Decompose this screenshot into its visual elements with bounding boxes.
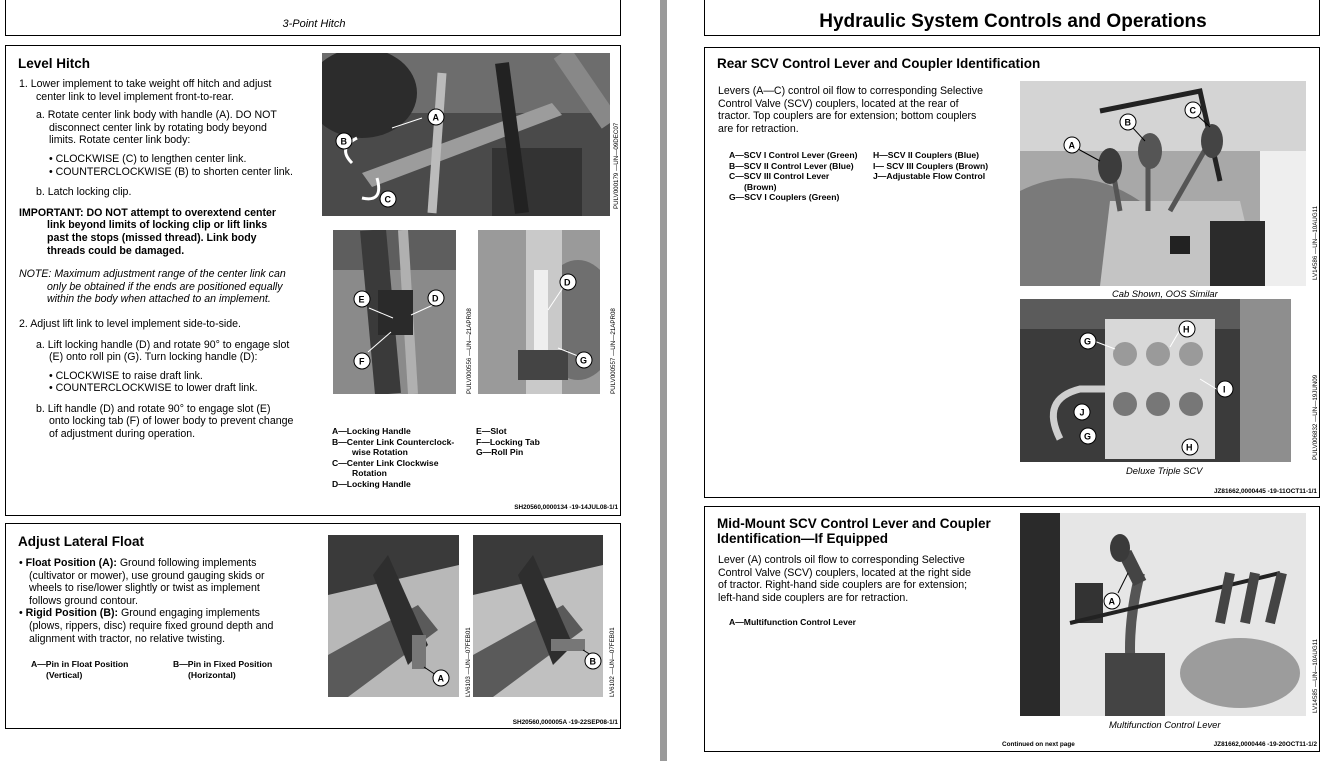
right-header-box [704, 0, 1320, 36]
legend-scv1-lever: A—SCV I Control Lever (Green) [729, 150, 858, 160]
level-hitch-legend-right [476, 426, 540, 458]
level-hitch-title: Level Hitch [18, 56, 91, 71]
mid-scv-body [718, 554, 1018, 604]
step-2b-3: of adjustment during operation. [49, 428, 196, 441]
callout-g-bottom-label: G [1084, 431, 1092, 442]
float-bullet-1: • Float Position (A): Ground following implements [19, 557, 257, 569]
mid-scv-legend: A—Multifunction Control Lever [729, 617, 856, 627]
lateral-float-section [5, 523, 621, 729]
lateral-float-body [19, 557, 319, 645]
step-2b-2: onto locking tab (F) of lower body to prevent change [49, 415, 294, 428]
callout-c-label: C [384, 194, 391, 205]
mid-scv-p2: Control Valve (SCV) couplers, located at the right side [718, 566, 971, 579]
callout-c-scv-label: C [1189, 105, 1196, 116]
lift-link-photo-1-code: PULV000556 —UN—21APR08 [466, 308, 473, 394]
important-3: past the stops (missed thread). Link body [47, 231, 257, 244]
step-1a-2: disconnect center link by rotating body beyond [49, 121, 267, 134]
continued-note: Continued on next page [1002, 741, 1075, 748]
callout-h-bottom-label: H [1186, 442, 1193, 453]
bullet-clockwise: • CLOCKWISE (C) to lengthen center link. [49, 152, 247, 165]
right-page [667, 0, 1330, 761]
float-bullet-1-4: follows ground contour. [29, 594, 138, 607]
legend-f: F—Locking Tab [476, 436, 540, 447]
center-link-photo [322, 53, 610, 216]
legend-flow-control: J—Adjustable Flow Control [873, 171, 986, 181]
legend-c: C—Center Link Clockwise [332, 457, 439, 468]
legend-scv1-couplers: G—SCV I Couplers (Green) [729, 192, 840, 202]
scv-couplers-caption: Deluxe Triple SCV [1126, 465, 1203, 476]
callout-d-1-label: D [432, 293, 439, 304]
lift-link-photo-1 [333, 230, 456, 394]
page-gutter [660, 0, 667, 761]
note-1: NOTE: Maximum adjustment range of the center link can [19, 268, 286, 281]
float-legend-a [31, 659, 128, 680]
fixed-pin-photo [473, 535, 603, 697]
note-2: only be obtained if the ends are positioned equally [47, 280, 283, 293]
float-bullet-2-3: alignment with tractor, no relative twisting. [29, 632, 226, 645]
legend-a: A—Locking Handle [332, 426, 411, 436]
legend-b: B—Center Link Counterclock- [332, 436, 455, 447]
mid-scv-title-1: Mid-Mount SCV Control Lever and Coupler [717, 516, 991, 531]
float-pin-photo [328, 535, 459, 697]
rigid-position-label: Rigid Position (B): [25, 607, 119, 620]
lateral-float-title: Adjust Lateral Float [18, 534, 145, 549]
legend-e: E—Slot [476, 426, 507, 436]
left-header-box [5, 0, 621, 36]
mid-scv-title [717, 516, 991, 546]
mid-scv-p3: of tractor. Right-hand side couplers are for extension; [718, 579, 968, 592]
callout-d-2-label: D [564, 277, 571, 288]
important-2: link beyond limits of locking clip or lift links [47, 219, 268, 232]
multifunction-lever-photo [1020, 513, 1306, 716]
float-position-label: Float Position (A): [25, 557, 117, 569]
callout-b-label: B [340, 136, 347, 147]
step-1b: b. Latch locking clip. [36, 186, 132, 199]
callout-b-float-label: B [589, 656, 596, 667]
legend-d: D—Locking Handle [332, 478, 411, 489]
level-hitch-section [5, 45, 621, 516]
float-bullet-2: • Rigid Position (B): Ground engaging implements [19, 607, 260, 620]
float-pin-photo-code: LV6103 —UN—07FEB01 [465, 627, 472, 697]
lateral-float-footer: SH20560,000005A -19-22SEP08-1/1 [512, 719, 618, 726]
step-1a-3: limits. Rotate center link body: [49, 134, 191, 147]
multifunction-lever-caption: Multifunction Control Lever [1109, 719, 1221, 730]
important-1: IMPORTANT: DO NOT attempt to overextend center [19, 206, 277, 219]
callout-a-label: A [432, 112, 439, 123]
legend-c-cont: Rotation [352, 468, 387, 478]
float-legend-b-2: (Horizontal) [188, 669, 236, 680]
legend-scv3-couplers: I— SCV III Couplers (Brown) [873, 160, 989, 171]
callout-b-scv-label: B [1124, 117, 1131, 128]
callout-g-1-label: G [580, 355, 588, 366]
scv-couplers-photo-code: PULV006832 —UN—19JUN09 [1312, 374, 1319, 460]
level-hitch-body [19, 78, 319, 441]
scv-levers-photo-code: LV14586 —UN—10AUG11 [1312, 205, 1319, 280]
bullet-counterclockwise: • COUNTERCLOCKWISE (B) to shorten center link. [49, 165, 293, 178]
rear-scv-body [718, 85, 1018, 135]
legend-scv2-couplers: H—SCV II Couplers (Blue) [873, 150, 979, 160]
float-legend-a-1: A—Pin in Float Position [31, 659, 129, 669]
callout-h-top-label: H [1183, 324, 1190, 335]
step-1a-1: a. Rotate center link body with handle (A). DO NOT [36, 109, 277, 122]
mid-scv-p1: Lever (A) controls oil flow to corresponding Selective [718, 554, 965, 566]
rear-scv-title: Rear SCV Control Lever and Coupler Identification [717, 56, 1041, 71]
mid-scv-footer: JZ81662,0000446 -19-20OCT11-1/2 [1213, 741, 1317, 748]
legend-scv3-lever-cont: (Brown) [744, 181, 777, 192]
note-3: within the body when attached to an implement. [47, 293, 271, 306]
level-hitch-footer: SH20560,0000134 -19-14JUL08-1/1 [514, 504, 618, 511]
rear-scv-legend-left [729, 150, 857, 203]
callout-g-top-label: G [1084, 336, 1092, 347]
scv-levers-caption: Cab Shown, OOS Similar [1112, 288, 1218, 299]
callout-i-label: I [1223, 384, 1226, 395]
rear-scv-footer: JZ81662,0000445 -19-11OCT11-1/1 [1213, 488, 1317, 495]
step-2b-1: b. Lift handle (D) and rotate 90° to engage slot (E) [36, 402, 271, 415]
float-legend-b [173, 659, 272, 680]
step-1: 1. Lower implement to take weight off hitch and adjust [19, 78, 272, 90]
step-2a-1: a. Lift locking handle (D) and rotate 90° to engage slot [36, 338, 290, 351]
float-bullet-1-3: wheels to rise/lower slightly or twist as implement [29, 582, 260, 595]
left-page-header: 3-Point Hitch [282, 18, 346, 30]
float-legend-b-1: B—Pin in Fixed Position [173, 659, 273, 669]
step-2a-2: (E) onto roll pin (G). Turn locking handle (D): [49, 351, 258, 364]
callout-a-scv-label: A [1068, 140, 1075, 151]
bullet-raise: • CLOCKWISE to raise draft link. [49, 369, 203, 382]
rear-scv-p3: tractor. Top couplers are for extension; bottom couplers [718, 110, 977, 123]
callout-a-mid-label: A [1108, 596, 1115, 607]
callout-a-float-label: A [437, 673, 444, 684]
float-legend-a-2: (Vertical) [46, 669, 83, 680]
center-link-photo-code: PULV000179 —UN—09DEC07 [613, 122, 620, 209]
legend-g: G—Roll Pin [476, 447, 524, 457]
mid-scv-title-2: Identification—If Equipped [717, 531, 888, 546]
step-1-cont: center link to level implement front-to-rear. [36, 90, 234, 103]
lift-link-photo-2 [478, 230, 600, 394]
fixed-pin-photo-code: LV6102 —UN—07FEB01 [609, 627, 616, 697]
callout-j-label: J [1079, 407, 1085, 418]
rear-scv-p1: Levers (A—C) control oil flow to corresponding Selective [718, 85, 983, 97]
multifunction-lever-photo-code: LV14585 —UN—10AUG11 [1312, 638, 1319, 713]
rear-scv-legend-right [873, 150, 988, 182]
float-bullet-2-2: (plows, rippers, disc) require fixed ground depth and [29, 619, 274, 632]
level-hitch-legend-left [332, 426, 454, 489]
float-position-text: Ground following implements [116, 557, 257, 569]
left-page [0, 0, 660, 761]
rear-scv-p4: are for retraction. [718, 122, 799, 135]
rear-scv-p2: Control Valve (SCV) couplers, located at the rear of [718, 97, 959, 110]
right-page-header: Hydraulic System Controls and Operations [819, 11, 1207, 32]
legend-b-cont: wise Rotation [352, 447, 408, 457]
rear-scv-section [704, 47, 1320, 498]
scv-levers-photo [1020, 81, 1306, 286]
scv-couplers-photo [1020, 299, 1291, 462]
legend-scv3-lever: C—SCV III Control Lever [729, 171, 830, 181]
important-4: threads could be damaged. [47, 244, 185, 257]
callout-e-label: E [358, 294, 365, 305]
rigid-position-text: Ground engaging implements [118, 607, 260, 620]
lift-link-photo-2-code: PULV000557 —UN—21APR08 [610, 308, 617, 394]
callout-f-label: F [359, 356, 365, 367]
mid-scv-p4: left-hand side couplers are for retraction. [718, 591, 909, 604]
float-bullet-1-2: (cultivator or mower), use ground gauging skids or [29, 569, 265, 582]
legend-scv2-lever: B—SCV II Control Lever (Blue) [729, 160, 854, 171]
step-2: 2. Adjust lift link to level implement side-to-side. [19, 317, 241, 330]
bullet-lower: • COUNTERCLOCKWISE to lower draft link. [49, 382, 258, 395]
mid-scv-section [704, 506, 1320, 752]
